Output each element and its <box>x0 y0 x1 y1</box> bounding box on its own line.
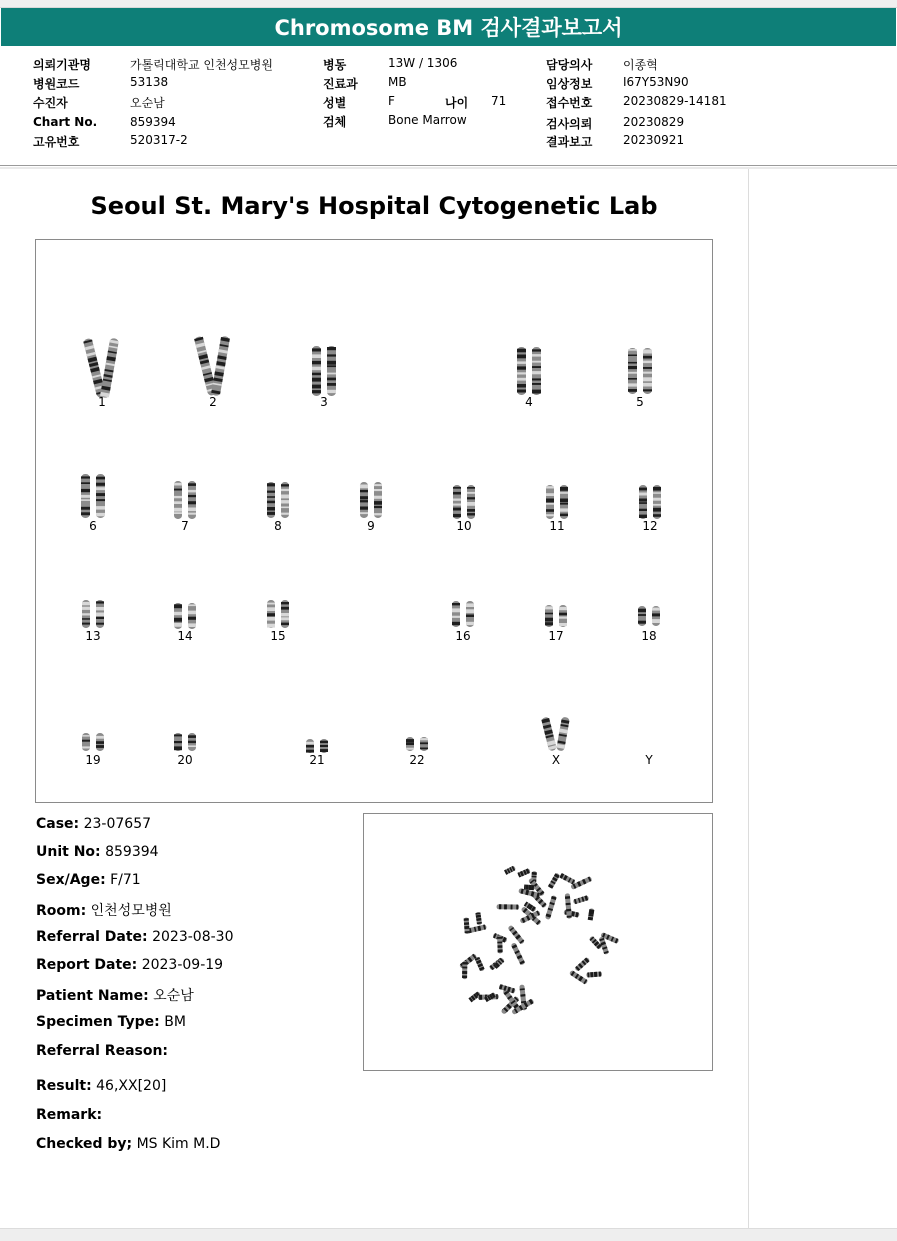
info-label: 고유번호 <box>33 135 80 149</box>
chromosome-number: 3 <box>320 395 328 409</box>
chromosome-image <box>526 603 586 629</box>
metaphase-chromosome <box>524 885 535 891</box>
chromosome-number: 9 <box>367 519 375 533</box>
chromosome-number: 1 <box>98 395 106 409</box>
chromosome-number: 12 <box>642 519 658 533</box>
info-label: 검사의뢰 <box>546 117 593 131</box>
metaphase-chromosome <box>588 908 595 920</box>
metaphase-chromosome <box>586 971 602 977</box>
report-date-value: 2023-09-19 <box>141 957 224 973</box>
info-label: 임상정보 <box>546 77 593 91</box>
chromosome-image <box>63 472 123 520</box>
metaphase-chromosome <box>569 970 588 985</box>
chromosome-image <box>387 735 447 753</box>
chromosome-number: 8 <box>274 519 282 533</box>
info-label: 수진자 <box>33 96 68 110</box>
info-value: I67Y53N90 <box>623 75 689 89</box>
chromosome-number: 16 <box>455 629 471 643</box>
chromosome-image <box>155 731 215 753</box>
chromosome-number: 2 <box>209 395 217 409</box>
chromosome-image <box>294 344 354 398</box>
metaphase-chromosome <box>573 895 589 904</box>
metaphase-chromosome <box>467 924 487 933</box>
chromosome-image <box>63 598 123 630</box>
chromosome-number: 5 <box>636 395 644 409</box>
metaphase-chromosome <box>497 904 520 909</box>
remark-label: Remark: <box>36 1107 103 1123</box>
unit-no-row <box>36 844 159 860</box>
info-label: 병원코드 <box>33 77 80 91</box>
chromosome-number: 19 <box>85 753 101 767</box>
info-value: 53138 <box>130 75 169 89</box>
checked-by-label: Checked by; <box>36 1136 133 1152</box>
info-value: 859394 <box>130 115 176 129</box>
info-label: 검체 <box>323 115 347 129</box>
checked-by-row <box>36 1136 220 1152</box>
metaphase-chromosome <box>548 872 560 889</box>
info-value: 오순남 <box>130 96 165 110</box>
chromosome-number: 10 <box>456 519 472 533</box>
chromosome-image <box>434 483 494 521</box>
chromosome-image <box>63 731 123 753</box>
info-label: 결과보고 <box>546 135 593 149</box>
right-blank-panel <box>748 169 897 1230</box>
info-value: 71 <box>491 94 507 108</box>
info-label: 진료과 <box>323 77 358 91</box>
report-title: Chromosome BM 검사결과보고서 <box>274 16 623 40</box>
chromosome-number: 6 <box>89 519 97 533</box>
chromosome-number: 4 <box>525 395 533 409</box>
remark-row <box>36 1107 102 1123</box>
chromosome-image <box>341 480 401 520</box>
sex-age-label: Sex/Age: <box>36 872 106 888</box>
chromosome-number: 7 <box>181 519 189 533</box>
chromosome-image <box>155 479 215 521</box>
metaphase-chromosome <box>507 925 524 945</box>
chromosome-number: 20 <box>177 753 193 767</box>
karyogram-panel <box>35 239 713 803</box>
referral-date-value: 2023-08-30 <box>152 929 234 945</box>
case-row <box>36 816 151 832</box>
chromosome-image <box>526 715 586 753</box>
chromosome-image <box>619 604 679 628</box>
unit-no-value: 859394 <box>105 844 159 860</box>
chromosome-image <box>499 345 559 397</box>
metaphase-chromosome <box>511 942 526 965</box>
chromosome-image <box>527 483 587 521</box>
info-value: MB <box>388 75 407 89</box>
report-date-row <box>36 957 223 973</box>
info-value: 이종혁 <box>623 58 658 72</box>
info-label: Chart No. <box>33 115 98 129</box>
case-value: 23-07657 <box>83 816 152 832</box>
info-label: 담당의사 <box>546 58 593 72</box>
room-value: 인천성모병원 <box>90 903 172 919</box>
info-label: 성별 <box>323 96 347 110</box>
chromosome-number: 18 <box>641 629 657 643</box>
metaphase-chromosome <box>574 957 590 972</box>
referral-reason-row <box>36 1043 168 1059</box>
room-label: Room: <box>36 903 87 919</box>
metaphase-chromosome <box>475 912 482 925</box>
patient-name-row <box>36 985 194 1005</box>
info-value: F <box>388 94 395 108</box>
chromosome-pair <box>287 240 347 767</box>
specimen-type-row <box>36 1014 186 1030</box>
metaphase-chromosome <box>474 956 485 971</box>
chromosome-image <box>433 599 493 629</box>
info-label: 병동 <box>323 58 347 72</box>
patient-name-value: 오순남 <box>153 988 194 1004</box>
room-row <box>36 900 172 920</box>
checked-by-value: MS Kim M.D <box>136 1136 221 1152</box>
case-label: Case: <box>36 816 80 832</box>
result-label: Result: <box>36 1078 92 1094</box>
metaphase-image-panel <box>363 813 713 1071</box>
info-value: 가톨릭대학교 인천성모병원 <box>130 58 273 72</box>
sex-age-row <box>36 872 141 888</box>
chromosome-number: X <box>551 753 561 767</box>
metaphase-chromosome <box>565 893 572 919</box>
chromosome-number: 21 <box>309 753 325 767</box>
chromosome-image <box>248 598 308 630</box>
patient-name-label: Patient Name: <box>36 988 149 1004</box>
info-label: 의뢰기관명 <box>33 58 91 72</box>
metaphase-chromosome <box>464 917 470 934</box>
info-value: 520317-2 <box>130 133 188 147</box>
sex-age-value: F/71 <box>110 872 141 888</box>
chromosome-number: 22 <box>409 753 425 767</box>
info-value: 20230921 <box>623 133 685 147</box>
patient-info-table <box>0 47 897 166</box>
specimen-type-value: BM <box>164 1014 186 1030</box>
window-top-strip <box>0 0 897 8</box>
chromosome-number: 15 <box>270 629 286 643</box>
metaphase-chromosome <box>459 953 477 969</box>
chromosome-image <box>183 334 243 398</box>
chromosome-number: 17 <box>548 629 564 643</box>
specimen-type-label: Specimen Type: <box>36 1014 160 1030</box>
metaphase-chromosome <box>504 865 516 874</box>
metaphase-chromosome <box>517 868 531 878</box>
chromosome-number: 13 <box>85 629 101 643</box>
metaphase-chromosome <box>484 992 496 1002</box>
lab-title: Seoul St. Mary's Hospital Cytogenetic Lab <box>90 192 658 220</box>
metaphase-chromosome <box>497 935 503 953</box>
chromosome-image <box>72 336 132 400</box>
metaphase-chromosome <box>559 873 576 885</box>
info-value: 20230829 <box>623 115 685 129</box>
report-date-label: Report Date: <box>36 957 138 973</box>
info-label: 접수번호 <box>546 96 593 110</box>
chromosome-image <box>610 346 670 396</box>
referral-reason-label: Referral Reason: <box>36 1043 169 1059</box>
metaphase-chromosome <box>545 895 557 920</box>
chromosome-image <box>155 601 215 631</box>
result-value: 46,XX[20] <box>96 1078 167 1094</box>
chromosome-number: 11 <box>549 519 565 533</box>
info-value: Bone Marrow <box>388 113 467 127</box>
chromosome-image <box>248 480 308 520</box>
window-bottom-strip <box>0 1228 897 1241</box>
info-value: 20230829-14181 <box>623 94 727 108</box>
result-row <box>36 1078 166 1094</box>
chromosome-number: Y <box>645 753 653 767</box>
chromosome-image <box>620 483 680 521</box>
report-title-banner <box>1 8 896 46</box>
metaphase-spread-image <box>364 814 712 1070</box>
chromosome-pair <box>387 240 447 767</box>
chromosome-number: 14 <box>177 629 193 643</box>
referral-date-label: Referral Date: <box>36 929 148 945</box>
info-label: 나이 <box>445 96 469 110</box>
metaphase-chromosome <box>462 961 467 979</box>
info-value: 13W / 1306 <box>388 56 458 70</box>
unit-no-label: Unit No: <box>36 844 101 860</box>
referral-date-row <box>36 929 233 945</box>
